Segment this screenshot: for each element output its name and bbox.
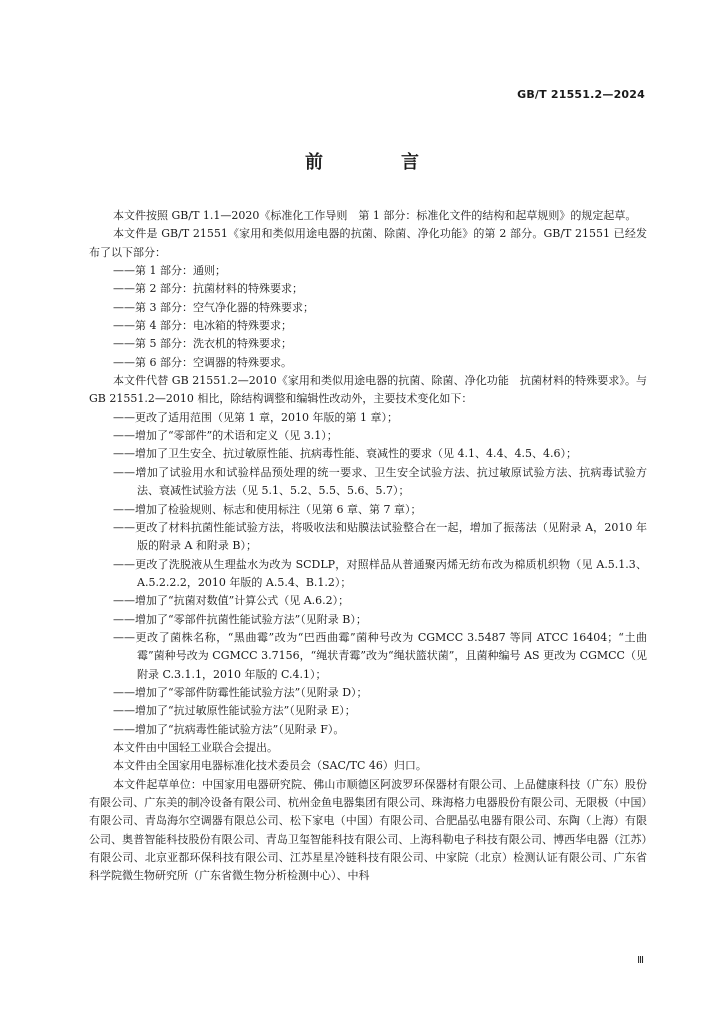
list-item: ——增加了“零部件防霉性能试验方法”（见附录 D）；	[113, 685, 368, 699]
standard-code: GB/T 21551.2—2024	[517, 88, 645, 101]
list-item: ——更改了材料抗菌性能试验方法，将吸收法和贴膜法试验整合在一起，增加了振荡法（见附录 A，2010 年版的附录 A 和附录 B）；	[113, 520, 647, 553]
drafting-units-paragraph: 本文件起草单位：中国家用电器研究院、佛山市顺德区阿波罗环保器材有限公司、上品健康科技（广东）股份有限公司、广东美的制冷设备有限公司、杭州金鱼电器集团有限公司、珠海格力电器股份有限公司、无限极（中国）有限公司、青岛海尔空调器有限总公司、松下家电（中国）有限公司、合肥晶弘电器有限公司、东陶（上海）有限公司、奥普智能科技股份有限公司、青岛卫玺智能科技有限公司、上海科勒电子科技有限公司、博西华电器（江苏）有限公司、北京亚都环保科技有限公司、江苏星星冷链科技有限公司、中家院（北京）检测认证有限公司、广东省科学院微生物研究所（广东省微生物分析检测中心）、中科	[89, 777, 647, 883]
parts-list	[89, 262, 647, 372]
intro-paragraph: 本文件是 GB/T 21551《家用和类似用途电器的抗菌、除菌、净化功能》的第 2 部分。GB/T 21551 已经发布了以下部分：	[89, 227, 647, 259]
list-item: ——第 3 部分：空气净化器的特殊要求；	[113, 300, 314, 314]
document-body	[89, 207, 647, 886]
list-item: ——增加了“抗病毒性能试验方法”（见附录 F）。	[113, 722, 345, 736]
list-item: ——第 4 部分：电冰箱的特殊要求；	[113, 319, 292, 333]
list-item: ——更改了适用范围（见第 1 章，2010 年版的第 1 章）；	[113, 410, 398, 424]
page-title: 前 言	[305, 152, 449, 173]
list-item: ——增加了卫生安全、抗过敏原性能、抗病毒性能、衰减性的要求（见 4.1、4.4、4.5、4.6）；	[113, 447, 577, 461]
committee-paragraph: 本文件由全国家用电器标准化技术委员会（SAC/TC 46）归口。	[113, 759, 427, 773]
replacement-paragraph: 本文件代替 GB 21551.2—2010《家用和类似用途电器的抗菌、除菌、净化功能 抗菌材料的特殊要求》。与 GB 21551.2—2010 相比，除结构调整和编辑性改动外，主要技术变化如下：	[89, 374, 647, 406]
proposer-paragraph: 本文件由中国轻工业联合会提出。	[113, 740, 278, 754]
list-item: ——第 5 部分：洗衣机的特殊要求；	[113, 337, 292, 351]
list-item: ——第 2 部分：抗菌材料的特殊要求；	[113, 282, 303, 296]
list-item: ——第 1 部分：通则；	[113, 264, 226, 278]
list-item: ——增加了试验用水和试验样品预处理的统一要求、卫生安全试验方法、抗过敏原试验方法、抗病毒试验方法、衰减性试验方法（见 5.1、5.2、5.5、5.6、5.7）；	[113, 465, 647, 498]
list-item: ——更改了洗脱液从生理盐水为改为 SCDLP，对照样品从普通聚丙烯无纺布改为棉质机织物（见 A.5.1.3、A.5.2.2.2，2010 年版的 A.5.4、B.1.2）；	[113, 557, 647, 589]
list-item: ——增加了“抗过敏原性能试验方法”（见附录 E）；	[113, 704, 356, 718]
list-item: ——增加了“零部件”的术语和定义（见 3.1）；	[113, 429, 338, 443]
intro-paragraph: 本文件按照 GB/T 1.1—2020《标准化工作导则 第 1 部分：标准化文件的结构和起草规则》的规定起草。	[113, 209, 637, 222]
list-item: ——更改了菌株名称，“黑曲霉”改为“巴西曲霉”菌种号改为 CGMCC 3.5487 等同 ATCC 16404；“土曲霉”菌种号改为 CGMCC 3.7156，“绳状青霉”改为“绳状篮状菌”，且菌种编号 AS 更改为 CGMCC（见附录 C.3.1.1，2010 年版的 C.4.1）；	[113, 630, 647, 681]
list-item: ——增加了“零部件抗菌性能试验方法”（见附录 B）；	[113, 612, 367, 626]
list-item: ——增加了检验规则、标志和使用标注（见第 6 章、第 7 章）；	[113, 502, 422, 516]
list-item: ——增加了“抗菌对数值”计算公式（见 A.6.2）；	[113, 594, 350, 608]
changes-list	[89, 409, 647, 739]
list-item: ——第 6 部分：空调器的特殊要求。	[113, 355, 292, 369]
page-number: Ⅲ	[637, 955, 644, 966]
